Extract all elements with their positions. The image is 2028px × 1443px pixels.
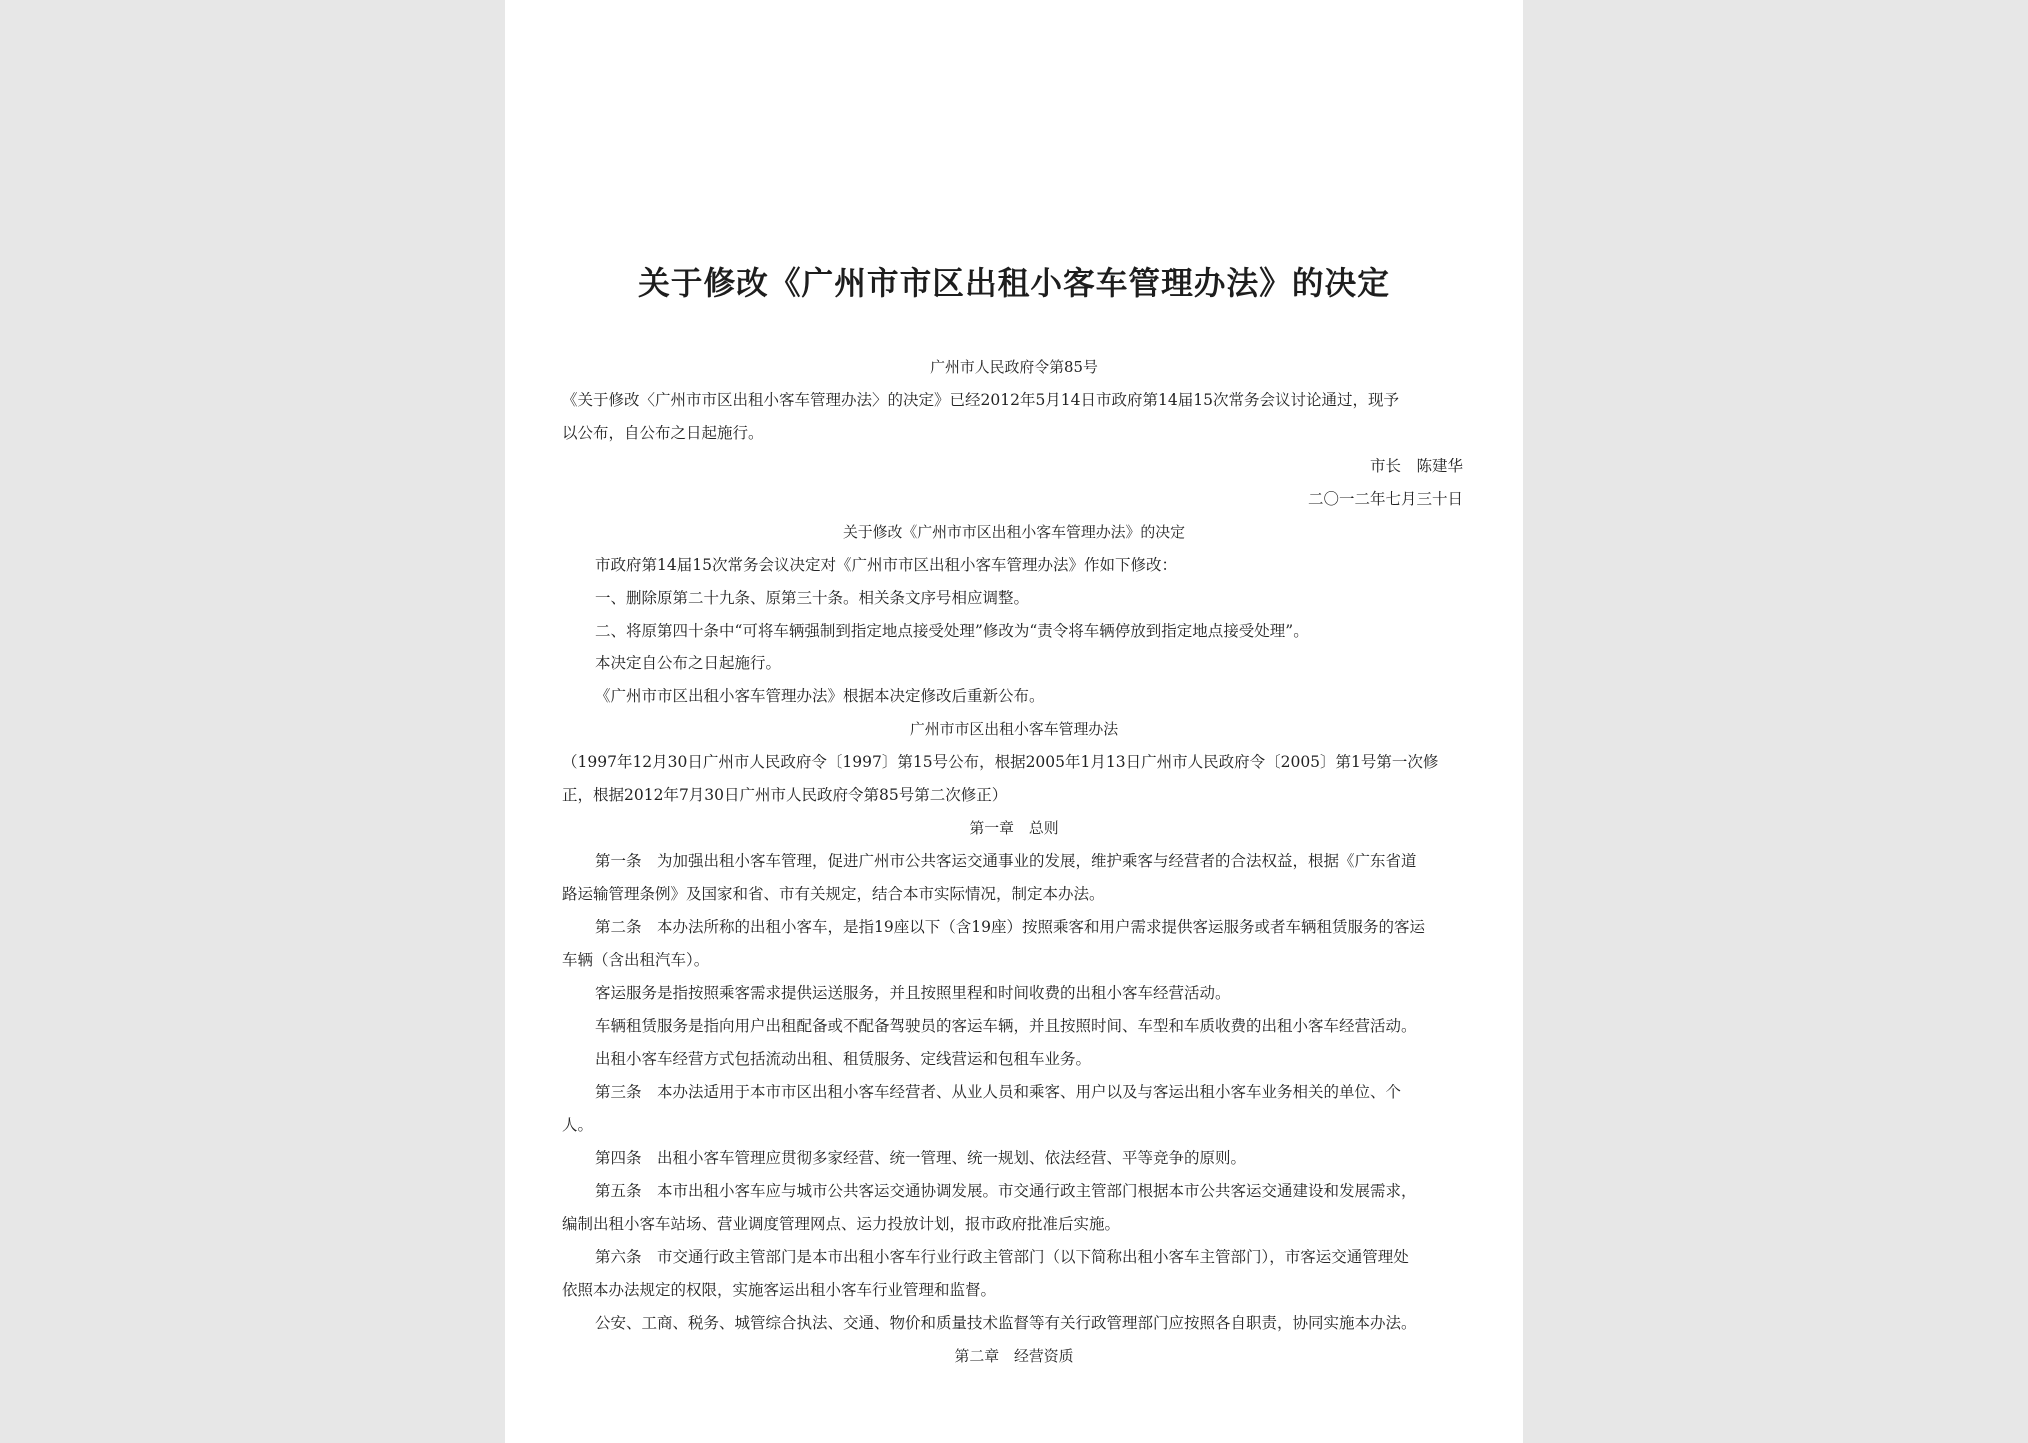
article-6-line2: 依照本办法规定的权限，实施客运出租小客车行业管理和监督。 — [562, 1281, 997, 1299]
article-6-line1: 第六条 市交通行政主管部门是本市出租小客车行业行政主管部门（以下简称出租小客车主管部门），市客运交通管理处 — [595, 1248, 1409, 1266]
chapter-1-heading: 第一章 总则 — [969, 819, 1059, 837]
order-number: 广州市人民政府令第85号 — [930, 358, 1098, 376]
decision-heading: 关于修改《广州市市区出租小客车管理办法》的决定 — [842, 523, 1186, 541]
document-page — [505, 0, 1523, 1443]
document-date: 二〇一二年七月三十日 — [1307, 490, 1463, 508]
article-6-paragraph-2: 公安、工商、税务、城管综合执法、交通、物价和质量技术监督等有关行政管理部门应按照各自职责，协同实施本办法。 — [595, 1314, 1417, 1332]
article-2-paragraph-3: 车辆租赁服务是指向用户出租配备或不配备驾驶员的客运车辆，并且按照时间、车型和车质收费的出租小客车经营活动。 — [595, 1017, 1417, 1035]
article-3-line1: 第三条 本办法适用于本市市区出租小客车经营者、从业人员和乘客、用户以及与客运出租小客车业务相关的单位、个 — [595, 1083, 1402, 1101]
amendment-1: 一、删除原第二十九条、原第三十条。相关条文序号相应调整。 — [595, 589, 1030, 607]
article-4: 第四条 出租小客车管理应贯彻多家经营、统一管理、统一规划、依法经营、平等竞争的原则。 — [595, 1149, 1247, 1167]
document-title: 关于修改《广州市市区出租小客车管理办法》的决定 — [638, 265, 1390, 302]
article-1-line1: 第一条 为加强出租小客车管理，促进广州市公共客运交通事业的发展，维护乘客与经营者的合法权益，根据《广东省道 — [595, 852, 1417, 870]
article-5-line1: 第五条 本市出租小客车应与城市公共客运交通协调发展。市交通行政主管部门根据本市公共客运交通建设和发展需求， — [595, 1182, 1417, 1200]
chapter-2-heading: 第二章 经营资质 — [954, 1347, 1074, 1365]
article-2-paragraph-2: 客运服务是指按照乘客需求提供运送服务，并且按照里程和时间收费的出租小客车经营活动。 — [595, 984, 1231, 1002]
intro-paragraph-line2: 以公布，自公布之日起施行。 — [562, 424, 764, 442]
article-3-line2: 人。 — [562, 1116, 594, 1134]
amendment-2: 二、将原第四十条中“可将车辆强制到指定地点接受处理”修改为“责令将车辆停放到指定地点接受处理”。 — [595, 622, 1309, 640]
intro-paragraph-line1: 《关于修改〈广州市市区出租小客车管理办法〉的决定》已经2012年5月14日市政府第14届15次常务会议讨论通过，现予 — [562, 391, 1399, 409]
measures-title: 广州市市区出租小客车管理办法 — [909, 720, 1119, 738]
effective-clause: 本决定自公布之日起施行。 — [595, 654, 782, 672]
article-2-paragraph-4: 出租小客车经营方式包括流动出租、租赁服务、定线营运和包租车业务。 — [595, 1050, 1092, 1068]
history-note-line2: 正，根据2012年7月30日广州市人民政府令第85号第二次修正） — [562, 786, 1008, 804]
signature: 市长 陈建华 — [1369, 457, 1463, 475]
article-1-line2: 路运输管理条例》及国家和省、市有关规定，结合本市实际情况，制定本办法。 — [562, 885, 1105, 903]
article-2-line1: 第二条 本办法所称的出租小客车，是指19座以下（含19座）按照乘客和用户需求提供客运服务或者车辆租赁服务的客运 — [595, 918, 1425, 936]
decision-intro: 市政府第14届15次常务会议决定对《广州市市区出租小客车管理办法》作如下修改： — [595, 556, 1177, 574]
history-note-line1: （1997年12月30日广州市人民政府令〔1997〕第15号公布，根据2005年1月13日广州市人民政府令〔2005〕第1号第一次修 — [562, 753, 1439, 771]
article-5-line2: 编制出租小客车站场、营业调度管理网点、运力投放计划，报市政府批准后实施。 — [562, 1215, 1121, 1233]
article-2-line2: 车辆（含出租汽车）。 — [562, 951, 710, 969]
republish-clause: 《广州市市区出租小客车管理办法》根据本决定修改后重新公布。 — [595, 687, 1045, 705]
